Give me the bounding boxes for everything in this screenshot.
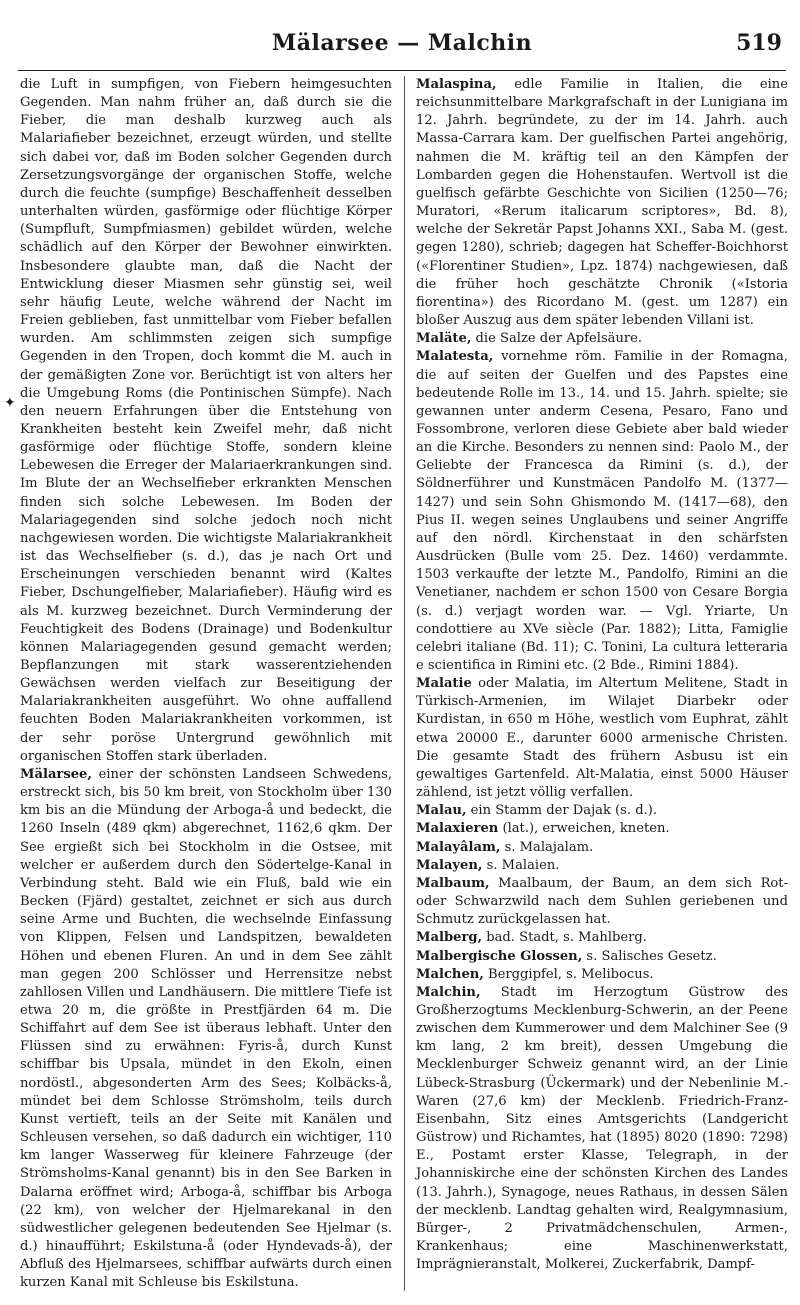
entry-text: vornehme röm. Familie in der Romagna, die auf seiten der Guelfen und des Papstes eine bedeutende Rolle im 13., 14. und 15. Jahrh. spielte; sie gewannen unter anderm Cesena, Pesaro, Fano und Fossombrone, verloren diese Gebiete aber bald wieder an die Kirche. Besonders zu nennen sind: Paolo M., der Geliebte der Francesca da Rimini (s. d.), der Söldnerführer und Kunstmäcen Pandolfo M. (1377—1427) und sein Sohn Ghismondo M. (1417—68), den Pius II. wegen seines Unglaubens und seiner Angriffe auf den nördl. Kirchenstaat in den schärfsten Ausdrücken (Bulle vom 25. Dez. 1460) verdammte. 1503 verkaufte der letzte M., Pandolfo, Rimini an die Venetianer, nachdem er schon 1500 von Cesare Borgia (s. d.) verjagt worden war. — Vgl. Yriarte, Un condottiere au XVe siècle (Par. 1882); Litta, Famiglie celebri italiane (Bd. 11); C. Tonini, La cultura letteraria e scientifica in Rimini etc. (2 Bde., Rimini 1884).: [416, 349, 788, 673]
entry-malaxieren: [416, 820, 788, 838]
entry-text: Stadt im Herzogtum Güstrow des Großherzogtums Mecklenburg-Schwerin, an der Peene zwischen dem Kummerower und dem Malchiner See (9 km lang, 2 km breit), dessen Umgebung die Mecklenburger Schweiz genannt wird, an der Linie Lübeck-Strasburg (Ückermark) und der Nebenlinie M.-Waren (27,6 km) der Mecklenb. Friedrich-Franz-Eisenbahn, Sitz eines Amtsgerichts (Landgericht Güstrow) und Richamtes, hat (1895) 8020 (1890: 7298) E., Postamt erster Klasse, Telegraph, in der Johanniskirche eine der schönsten Kirchen des Landes (13. Jahrh.), Synagoge, neues Rathaus, in dessen Sälen der mecklenb. Landtag gehalten wird, Realgymnasium, Bürger-, 2 Privatmädchenschulen, Armen-, Krankenhaus; eine Maschinenwerkstatt, Imprägnieranstalt, Molkerei, Zuckerfabrik, Dampf-: [416, 984, 788, 1273]
entry-headword: Malchen,: [416, 966, 484, 982]
entry-malayalam: [416, 839, 788, 857]
entry-malayen: [416, 857, 788, 875]
entry-headword: Malchin,: [416, 984, 481, 1000]
entry-malbaum: [416, 875, 788, 929]
entry-malchen: [416, 966, 788, 984]
entry-text: s. Malajalam.: [500, 839, 594, 855]
entry-text: ein Stamm der Dajak (s. d.).: [466, 803, 658, 819]
entry-text: edle Familie in Italien, die eine reichsunmittelbare Markgrafschaft in der Lunigiana im 12. Jahrh. begründete, zu der im 14. Jahrh. auch Massa-Carrara kam. Der guelfischen Partei angehörig, nahmen die M. kräftig teil an den Kämpfen der Lombarden gegen die Hohenstaufen. Wertvoll ist die guelfisch gefärbte Geschichte von Sicilien (1250—76; Muratori, «Rerum italicarum scriptores», Bd. 8), welche der Sekretär Papst Johanns XXI., Saba M. (gest. gegen 1280), schrieb; dagegen hat Scheffer-Boichhorst («Florentiner Studien», Lpz. 1874) nachgewiesen, daß die früher hoch geschätzte Chronik («Istoria fiorentina») des Ricordano M. (gest. um 1287) ein bloßer Auszug aus dem später lebenden Villani ist.: [416, 77, 788, 329]
entry-malbergische-glossen: [416, 948, 788, 966]
entry-text: oder Malatia, im Altertum Melitene, Stadt in Türkisch-Armenien, im Wilajet Diarbekr oder Kurdistan, in 650 m Höhe, westlich vom Euphrat, zählt etwa 20000 E., darunter 6000 armenische Christen. Die gesamte Stadt des frühern Asbusu ist ein gewaltiges Gartenfeld. Alt-Malatia, einst 5000 Häuser zählend, ist jetzt völlig verfallen.: [416, 676, 788, 801]
running-title: Mälarsee — Malchin: [271, 30, 533, 56]
entry-text: s. Malaien.: [482, 857, 560, 873]
entry-malatesta: [416, 348, 788, 675]
entry-text: s. Salisches Gesetz.: [582, 948, 717, 964]
entry-headword: Malaspina,: [416, 77, 497, 92]
entry-malau: [416, 802, 788, 820]
page-number: 519: [736, 30, 782, 56]
entry-headword: Malaxieren: [416, 821, 499, 837]
entry-headword: Malayen,: [416, 857, 483, 873]
entry-headword: Malbergische Glossen,: [416, 948, 583, 964]
entry-headword: Malau,: [416, 803, 467, 819]
column-divider: [404, 76, 405, 1291]
entry-malatie: [416, 675, 788, 802]
entry-text: (lat.), erweichen, kneten.: [498, 821, 670, 837]
header-rule: [18, 70, 786, 71]
entry-malarsee: [20, 766, 392, 1293]
entry-text: Maalbaum, der Baum, an dem sich Rot- oder Schwarzwild nach dem Suhlen geriebenen und Schmutz zurückgelassen hat.: [416, 875, 788, 928]
right-column: [416, 76, 788, 1274]
entry-headword: Malberg,: [416, 930, 483, 946]
entry-malaspina: [416, 76, 788, 330]
entry-text: einer der schönsten Landseen Schwedens, erstreckt sich, bis 50 km breit, von Stockholm über 130 km bis an die Mündung der Arboga-å und bedeckt, die 1260 Inseln (489 qkm) abgerechnet, 1162,6 qkm. Der See ergießt sich bei Stockholm in die Ostsee, mit welcher er außerdem durch den Södertelge-Kanal in Verbindung steht. Bald wie ein Fluß, bald wie ein Becken (Fjärd) gestaltet, zeichnet er sich aus durch seine Arme und Buchten, die wechselnde Einfassung von Klippen, Felsen und Landspitzen, bewaldeten Höhen und ebenen Fluren. An und in dem See zählt man gegen 200 Schlösser und Herrensitze nebst zahllosen Villen und Landhäusern. Die mittlere Tiefe ist etwa 20 m, die größte in Prestfjärden 64 m. Die Schiffahrt auf dem See ist überaus lebhaft. Unter den Flüssen sind zu erwähnen: Fyris-å, durch Kunst schiffbar bis Upsala, mündet in den Ekoln, einen nordöstl., abgesonderten Arm des Sees; Kolbäcks-å, mündet bei dem Schlosse Strömsholm, teils durch Kunst vertieft, teils an der Seite mit Kanälen und Schleusen versehen, so daß dadurch ein wichtiger, 110 km langer Wasserweg für kleinere Fahrzeuge (der Strömsholms-Kanal genannt) bis in den See Barken in Dalarna eröffnet wird; Arboga-å, schiffbar bis Arboga (22 km), von welcher der Hjelmarekanal in den südwestlicher gelegenen bedeutenden See Hjelmar (s. d.) hinaufführt; Eskilstuna-å (oder Hyndevads-å), der Abfluß des Hjelmarsees, schiffbar aufwärts durch einen kurzen Kanal mit Schleuse bis Eskilstuna.: [20, 766, 392, 1291]
entry-headword: Malatesta,: [416, 349, 494, 365]
entry-malaria-continuation: [20, 76, 392, 766]
left-column: [20, 76, 392, 1292]
entry-malberg: [416, 929, 788, 947]
entry-malate: [416, 330, 788, 348]
entry-headword: Mälarsee,: [20, 766, 92, 782]
entry-text: Berggipfel, s. Melibocus.: [483, 966, 654, 982]
entry-text: bad. Stadt, s. Mahlberg.: [482, 930, 647, 946]
entry-headword: Maläte,: [416, 331, 472, 347]
entry-text: die Salze der Apfelsäure.: [471, 331, 643, 347]
entry-text: die Luft in sumpfigen, von Fiebern heimgesuchten Gegenden. Man nahm früher an, daß durch sie die Fieber, die man deshalb kurzweg auch als Malariafieber bezeichnet, erzeugt würden, und stellte sich dabei vor, daß im Boden solcher Gegenden durch Zersetzungsvorgänge der organischen Stoffe, welche durch die feuchte (sumpfige) Beschaffenheit desselben unterhalten würden, gasförmige oder flüchtige Körper (Sumpfluft, Sumpfmiasmen) gebildet würden, welche schädlich auf den Körper der Bewohner einwirkten. Insbesondere glaubte man, daß die Nacht der Entwicklung dieser Miasmen sehr günstig sei, weil sehr häufig Leute, welche während der Nacht im Freien geblieben, fast unmittelbar vom Fieber befallen wurden. Am schlimmsten zeigen sich sumpfige Gegenden in den Tropen, doch kommt die M. auch in der gemäßigten Zone vor. Berüchtigt ist von alters her die Umgebung Roms (die Pontinischen Sümpfe). Nach den neuern Erfahrungen über die Entstehung von Krankheiten besteht kein Zweifel mehr, daß nicht gasförmige oder flüchtige Stoffe, sondern kleine Lebewesen die Erreger der Malariaerkrankungen sind. Im Blute der an Wechselfieber erkrankten Menschen finden sich solche Lebewesen. Im Boden der Malariagegenden sind solche jedoch noch nicht nachgewiesen worden. Die wichtigste Malariakrankheit ist das Wechselfieber (s. d.), das je nach Ort und Erscheinungen verschieden benannt wird (Kaltes Fieber, Dschungelfieber, Malariafieber). Häufig wird es als M. kurzweg bezeichnet. Durch Verminderung der Feuchtigkeit des Bodens (Drainage) und Bodenkultur können Malariagegenden gesund gemacht werden; Bepflanzungen mit stark wasserentziehenden Gewächsen werden vielfach zur Beseitigung der Malariakrankheiten ausgeführt. Wo ohne auffallend feuchten Boden Malariakrankheiten vorkommen, ist der sehr poröse Untergrund gewöhnlich mit organischen Stoffen stark überladen.: [20, 77, 392, 764]
entry-headword: Malatie: [416, 676, 472, 692]
entry-headword: Malayâlam,: [416, 839, 501, 855]
entry-malchin: [416, 984, 788, 1275]
margin-mark: ✦: [4, 395, 16, 411]
page-header: [18, 30, 786, 70]
entry-headword: Malbaum,: [416, 875, 490, 891]
